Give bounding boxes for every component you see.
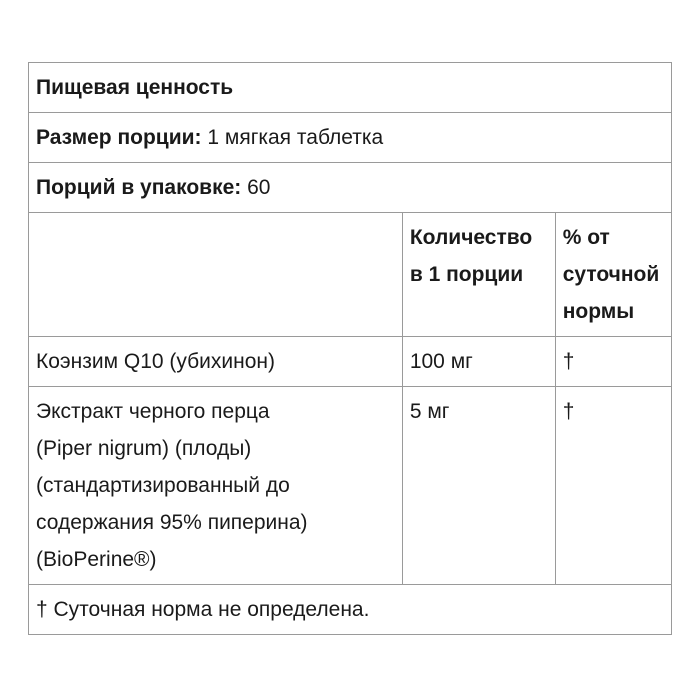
servings-per-container-row [29,163,672,213]
ingredient-row [29,387,672,585]
ingredient-name-line: Коэнзим Q10 (убихинон) [36,350,275,373]
header-ingredient [29,213,403,337]
table-title: Пищевая ценность [29,63,672,113]
serving-size-label: Размер порции: [36,126,202,149]
servings-per-container-cell [29,163,672,213]
header-amount-line: в 1 порции [409,263,524,286]
header-dv-line: нормы [562,300,635,323]
serving-size-cell [29,113,672,163]
header-amount [402,213,555,337]
header-row [29,213,672,337]
ingredient-name-line: Экстракт черного перца [36,400,270,423]
serving-size-row [29,113,672,163]
header-dv-line: % от [562,226,610,249]
ingredient-name [29,387,403,585]
servings-per-container-label: Порций в упаковке: [36,176,242,199]
footnote-row [29,585,672,635]
title-row [29,63,672,113]
footnote: † Суточная норма не определена. [29,585,672,635]
nutrition-facts-table [28,62,672,635]
servings-per-container-value: 60 [247,176,271,199]
ingredient-name-line: (BioPerine®) [36,548,157,571]
header-daily-value [555,213,671,337]
ingredient-amount: 5 мг [402,387,555,585]
header-dv-line: суточной [562,263,660,286]
ingredient-name-line: содержания 95% пиперина) [36,511,308,534]
ingredient-name-line: (Piper nigrum) (плоды) [36,437,252,460]
ingredient-daily-value: † [555,387,671,585]
header-amount-line: Количество [409,226,533,249]
ingredient-name-line: (стандартизированный до [36,474,290,497]
ingredient-amount: 100 мг [402,337,555,387]
serving-size-value: 1 мягкая таблетка [207,126,384,149]
ingredient-daily-value: † [555,337,671,387]
ingredient-name [29,337,403,387]
ingredient-row [29,337,672,387]
